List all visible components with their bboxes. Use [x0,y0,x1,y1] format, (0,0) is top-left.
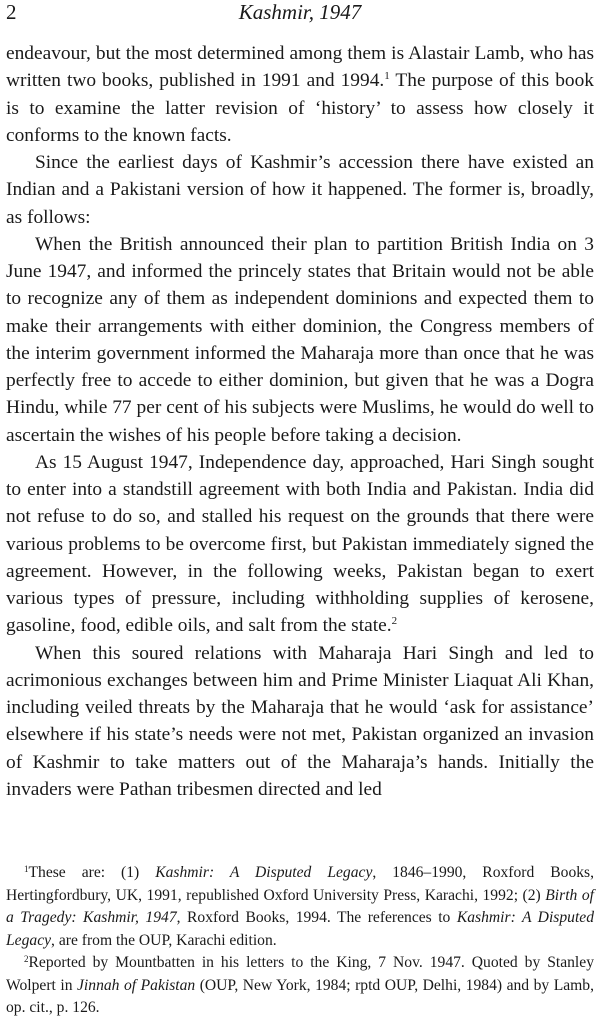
footnotes [6,862,594,1020]
page-header [6,0,594,26]
footnote-ref-2: 2 [391,615,398,628]
footnote-1-text-c: , Roxford Books, 1994. The references to [176,909,457,926]
footnote-2-text-a: Reported by Mountbatten in his letters to the King, 7 Nov. 1947. Quoted by Stanley Wolpert in [6,954,594,994]
footnote-1-text-a: These are: (1) [28,864,156,881]
running-head: Kashmir, 1947 [238,0,362,24]
paragraph-4 [6,449,594,640]
paragraph-4-text: As 15 August 1947, Independence day, approached, Hari Singh sought to enter into a standstill agreement with both India and Pakistan. India did not refuse to do so, and stalled his request on the grounds that there were various problems to be overcome first, but Pakistan immediately signed the agreement. However, in the following weeks, Pakistan began to exert various types of pressure, including withholding supplies of kerosene, gasoline, food, edible oils, and salt from the state. [6,451,594,637]
page-number: 2 [6,0,17,24]
footnote-2-mark: 2 [24,954,29,964]
footnote-1 [6,862,594,952]
footnote-2 [6,952,594,1020]
footnote-1-title-2: Birth of a Tragedy: Kashmir, 1947 [6,886,594,926]
footnote-1-mark: 1 [24,864,29,874]
footnote-1-title-3: Kashmir: A Disputed Legacy [6,909,594,949]
footnote-1-title-1: Kashmir: A Disputed Legacy [155,864,373,881]
paragraph-3: When the British announced their plan to partition British India on 3 June 1947, and informed the princely states that Britain would not be able to recognize any of them as independent dominions and expected them to make their arrangements with either dominion, the Congress members of the interim government informed the Maharaja more than once that he was perfectly free to accede to either dominion, but given that he was a Dogra Hindu, while 77 per cent of his subjects were Muslims, he would do well to ascertain the wishes of his people before taking a decision. [6,233,594,446]
paragraph-5: When this soured relations with Maharaja Hari Singh and led to acrimonious exchanges between him and Prime Minister Liaquat Ali Khan, including veiled threats by the Maharaja that he would ‘ask for assistance’ elsewhere if his state’s needs were not met, Pakistan organized an invasion of Kashmir to take matters out of the Maharaja’s hands. Initially the invaders were Pathan tribesmen directed and led [6,642,594,800]
paragraph-1-text-end: The purpose of this book is to examine the latter revision of ‘history’ to assess how closely it conforms to the known facts. [6,70,594,146]
footnote-1-text-d: , are from the OUP, Karachi edition. [51,931,277,949]
paragraph-1-text: endeavour, but the most determined among them is Alastair Lamb, who has written two books, published in 1991 and 1994. [6,43,594,92]
paragraph-1 [6,40,594,149]
footnote-2-title: Jinnah of Pakistan [77,976,196,994]
footnote-2-text-b: (OUP, New York, 1984; rptd OUP, Delhi, 1984) and by Lamb, op. cit., p. 126. [6,976,594,1016]
footnote-1-text-b: , 1846–1990, Roxford Books, Hertingfordbury, UK, 1991, republished Oxford University Press, Karachi, 1992; (2) [6,864,595,904]
footnote-ref-1: 1 [384,70,390,83]
paragraph-2: Since the earliest days of Kashmir’s accession there have existed an Indian and a Pakistani version of how it happened. The former is, broadly, as follows: [6,152,594,228]
body-text [6,40,594,803]
